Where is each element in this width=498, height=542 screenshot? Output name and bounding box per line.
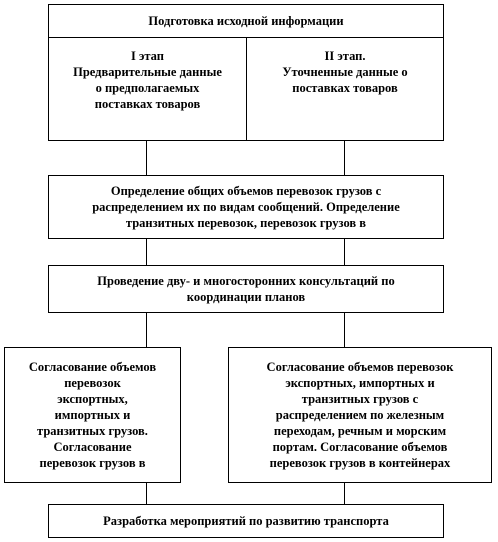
connector-box5-box6 — [344, 483, 345, 504]
stage-1-line-1: Предварительные данные — [73, 65, 222, 79]
top-box — [48, 4, 444, 141]
box4-line-1: Согласование объемов — [28, 360, 157, 374]
box5-line-1: Согласование объемов перевозок — [266, 360, 454, 374]
stage-1-line-2: о предполагаемых — [95, 81, 200, 95]
box5-line-3: транзитных грузов с — [301, 392, 419, 406]
total-volumes-box — [48, 175, 444, 239]
stage-1-cell — [49, 38, 247, 140]
box5-line-7: перевозок грузов в контейнерах — [269, 456, 451, 470]
connector-box2-box3-left — [146, 239, 147, 265]
box4-line-6: Согласование — [53, 440, 132, 454]
coordination-right-box — [228, 347, 492, 483]
box2-line-3: транзитных перевозок, перевозок грузов в — [125, 216, 367, 230]
box4-line-5: транзитных грузов. — [37, 424, 148, 438]
box6-text: Разработка мероприятий по развитию транспорта — [103, 514, 389, 528]
box4-line-2: перевозок — [64, 376, 121, 390]
top-title: Подготовка исходной информации — [49, 5, 443, 38]
connector-stage2-box2 — [344, 141, 345, 175]
stage-2-line-2: поставках товаров — [292, 81, 398, 95]
connector-box3-box4 — [146, 313, 147, 347]
stage-2-line-1: Уточненные данные о — [282, 65, 408, 79]
consultations-box — [48, 265, 444, 313]
stage-2-label: II этап. — [324, 49, 366, 63]
connector-box2-box3-right — [344, 239, 345, 265]
stage-1-line-3: поставках товаров — [94, 97, 201, 111]
stage-1-label: I этап — [131, 49, 164, 63]
stages-row — [49, 38, 443, 140]
box2-line-2: распределением их по видам сообщений. Определение — [92, 200, 400, 214]
box4-line-7: перевозок грузов в — [39, 456, 146, 470]
box4-line-3: экспортных, — [57, 392, 128, 406]
box5-line-5: переходам, речным и морским — [273, 424, 447, 438]
box5-line-2: экспортных, импортных и — [285, 376, 435, 390]
box4-line-4: импортных и — [54, 408, 131, 422]
box3-line-2: координации планов — [186, 290, 306, 304]
box5-line-4: распределением по железным — [275, 408, 445, 422]
connector-box3-box5 — [344, 313, 345, 347]
box2-line-1: Определение общих объемов перевозок грузов с — [110, 184, 382, 198]
box5-line-6: портам. Согласование объемов — [272, 440, 448, 454]
connector-stage1-box2 — [146, 141, 147, 175]
transport-development-box — [48, 504, 444, 538]
stage-2-cell — [247, 38, 443, 140]
coordination-left-box — [4, 347, 181, 483]
connector-box4-box6 — [146, 483, 147, 504]
box3-line-1: Проведение дву- и многосторонних консультаций по — [97, 274, 395, 288]
